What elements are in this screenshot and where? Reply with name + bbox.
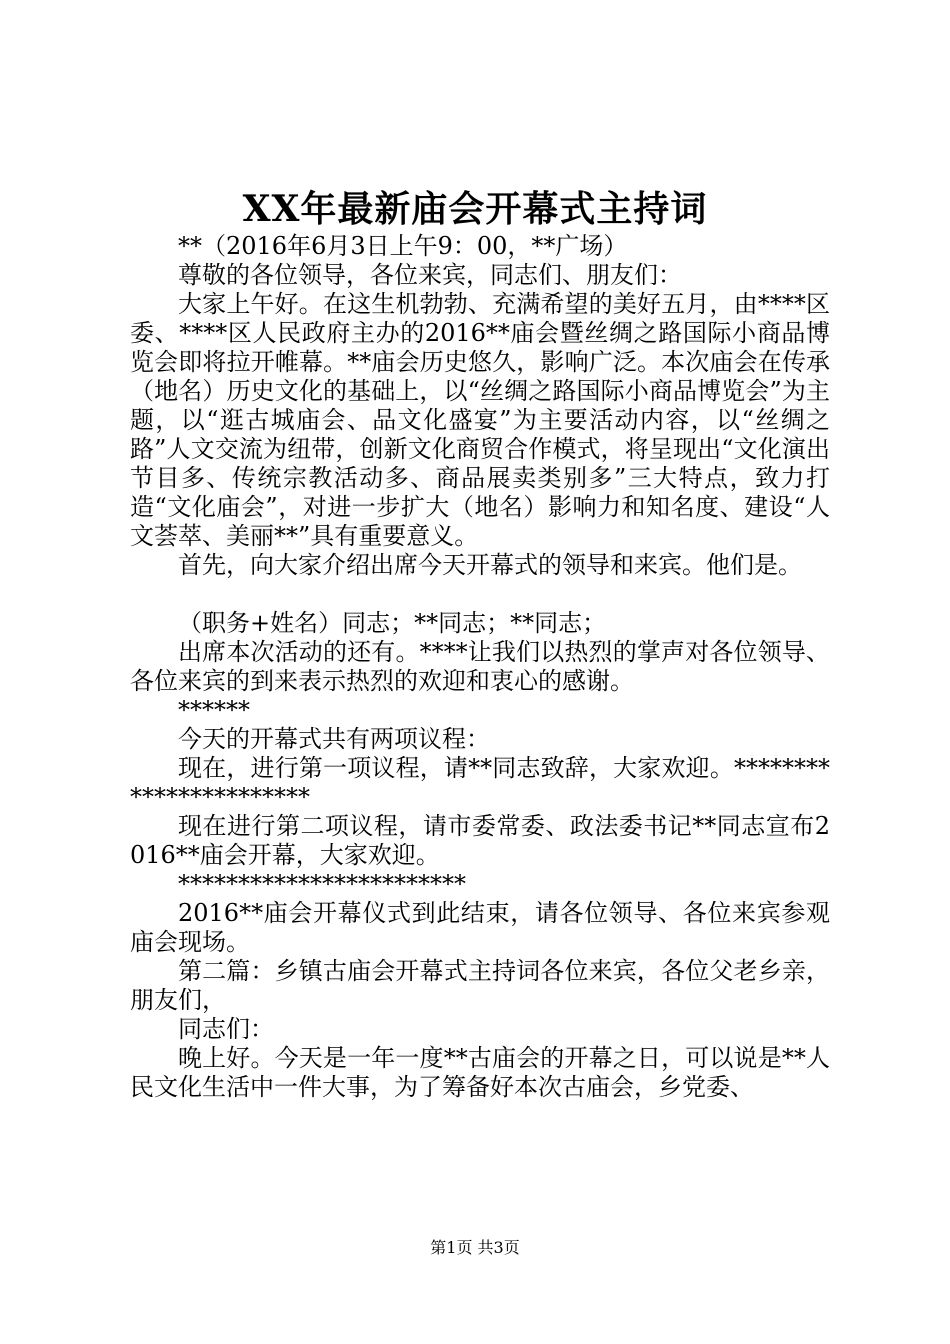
paragraph-asterisks-1: ****** [178,696,250,724]
paragraph-guests: （职务+姓名）同志；**同志；**同志； [178,609,607,637]
paragraph-opening: 大家上午好。在这生机勃勃、充满希望的美好五月，由****区委、****区人民政府主办的2016**庙会暨丝绸之路国际小商品博览会即将拉开帷幕。**庙会历史悠久，影响广泛。本次庙会在传承（地名）历史文化的基础上，以“丝绸之路国际小商品博览会”为主题，以“逛古城庙会、品文化盛宴”为主要活动内容，以“丝绸之路”人文交流为纽带，创新文化商贸合作模式，将呈现出“文化演出节目多、传统宗教活动多、商品展卖类别多”三大特点，致力打造“文化庙会”，对进一步扩大（地名）影响力和知名度、建设“人文荟萃、美丽**”具有重要意义。 [130,290,830,550]
paragraph-asterisks-2: ************************ [178,870,466,898]
paragraph-introduction: 首先，向大家介绍出席今天开幕式的领导和来宾。他们是。 [178,551,802,579]
paragraph-second-article: 第二篇：乡镇古庙会开幕式主持词各位来宾，各位父老乡亲，朋友们， [130,957,830,1014]
paragraph-agenda-item-1: 现在，进行第一项议程，请**同志致辞，大家欢迎。*********************** [130,754,830,811]
paragraph-agenda: 今天的开幕式共有两项议程： [178,725,490,753]
paragraph-evening-greeting: 晚上好。今天是一年一度**古庙会的开幕之日，可以说是**人民文化生活中一件大事，为了筹备好本次古庙会，乡党委、 [130,1044,830,1101]
paragraph-closing: 2016**庙会开幕仪式到此结束，请各位领导、各位来宾参观庙会现场。 [130,899,830,956]
document-title: XX年最新庙会开幕式主持词 [242,188,708,230]
spacer [130,580,830,609]
paragraph-agenda-item-2: 现在进行第二项议程，请市委常委、政法委书记**同志宣布2016**庙会开幕，大家欢迎。 [130,812,830,869]
page-footer: 第1页 共3页 [430,1238,520,1257]
paragraph-welcome: 出席本次活动的还有。****让我们以热烈的掌声对各位领导、各位来宾的到来表示热烈的欢迎和衷心的感谢。 [130,638,830,695]
document-body [130,232,830,1102]
paragraph-date-location: **（2016年6月3日上午9：00，**广场） [178,232,628,260]
paragraph-salutation: 尊敬的各位领导，各位来宾，同志们、朋友们： [178,261,682,289]
paragraph-comrades: 同志们： [178,1015,274,1043]
